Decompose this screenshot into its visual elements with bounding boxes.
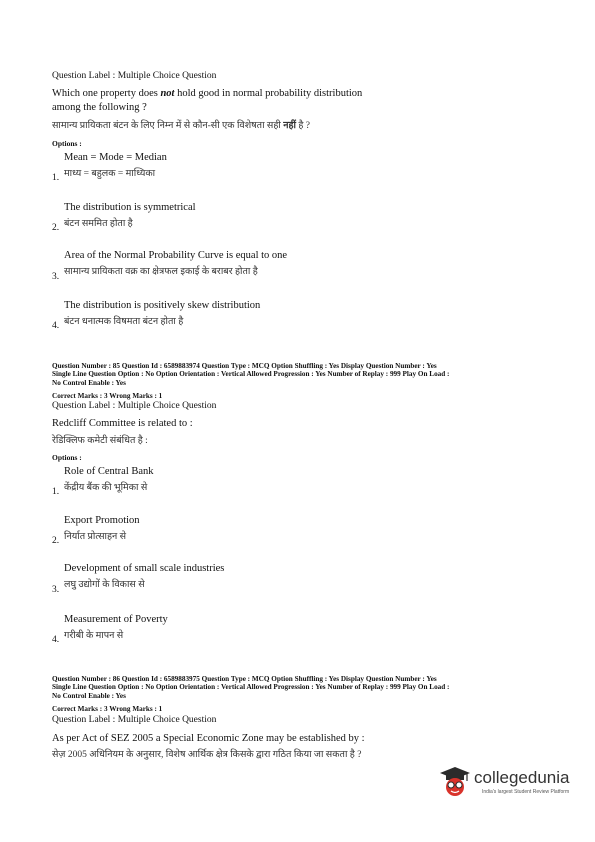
q84-option-4-hi[interactable]: बंटन धनात्मक विषमता बंटन होता है <box>64 317 184 327</box>
q85-question-hindi: रेडिक्लिफ कमेटी संबंधित है : <box>52 436 148 446</box>
q85-option-3-num: 3. <box>52 585 60 595</box>
q84-option-1-hi[interactable]: माध्य = बहुलक = माध्यिका <box>64 169 156 179</box>
q86-marks: Correct Marks : 3 Wrong Marks : 1 <box>52 705 163 713</box>
q84-option-4-en[interactable]: The distribution is positively skew distribution <box>64 300 261 311</box>
q85-option-4-num: 4. <box>52 635 60 645</box>
q85-options-label: Options : <box>52 453 82 462</box>
q85-option-2-hi[interactable]: निर्यात प्रोत्साहन से <box>64 532 127 542</box>
q84-options-label: Options : <box>52 139 82 148</box>
q85-option-1-num: 1. <box>52 487 60 497</box>
q84-option-2-en[interactable]: The distribution is symmetrical <box>64 202 196 213</box>
q86-label: Question Label : Multiple Choice Question <box>52 715 217 725</box>
q85-option-4-hi[interactable]: गरीबी के मापन से <box>64 631 124 641</box>
q85-option-3-en[interactable]: Development of small scale industries <box>64 563 225 574</box>
collegedunia-logo <box>438 762 570 804</box>
q85-header: Question Number : 85 Question Id : 6589883974 Question Type : MCQ Option Shuffling : Yes Display Question Number : Yes Single Line Question Option : No Option Orientation : Vertical Allowed Progression : Yes Number of Replay : 999 Play On Load : No Control Enable : Yes <box>52 362 450 387</box>
q84-label: Question Label : Multiple Choice Question <box>52 71 217 81</box>
q85-marks: Correct Marks : 3 Wrong Marks : 1 <box>52 392 163 400</box>
q85-question: Redcliff Committee is related to : <box>52 418 193 429</box>
q86-header: Question Number : 86 Question Id : 6589883975 Question Type : MCQ Option Shuffling : Yes Display Question Number : Yes Single Line Question Option : No Option Orientation : Vertical Allowed Progression : Yes Number of Replay : 999 Play On Load : No Control Enable : Yes <box>52 675 450 700</box>
q85-label: Question Label : Multiple Choice Question <box>52 401 217 411</box>
q86-question: As per Act of SEZ 2005 a Special Economic Zone may be established by : <box>52 733 365 744</box>
q85-option-1-hi[interactable]: केंद्रीय बैंक की भूमिका से <box>64 483 148 493</box>
q84-question-hindi: सामान्य प्रायिकता बंटन के लिए निम्न में से कौन-सी एक विशेषता सही नहीं है ? <box>52 121 311 131</box>
q85-option-4-en[interactable]: Measurement of Poverty <box>64 614 168 625</box>
q84-option-2-num: 2. <box>52 223 60 233</box>
logo-wordmark: collegedunia <box>474 768 570 787</box>
q85-option-2-en[interactable]: Export Promotion <box>64 515 140 526</box>
q86-question-hindi: सेज़ 2005 अधिनियम के अनुसार, विशेष आर्थिक क्षेत्र किसके द्वारा गठित किया जा सकता है ? <box>52 750 362 760</box>
q84-question-line1: Which one property does not hold good in normal probability distribution <box>52 88 363 99</box>
q84-option-1-num: 1. <box>52 173 60 183</box>
q84-option-3-num: 3. <box>52 272 60 282</box>
q84-option-3-en[interactable]: Area of the Normal Probability Curve is equal to one <box>64 250 288 261</box>
q85-option-2-num: 2. <box>52 536 60 546</box>
graduate-mascot-icon <box>438 764 472 800</box>
q84-option-3-hi[interactable]: सामान्य प्रायिकता वक्र का क्षेत्रफल इकाई के बराबर होता है <box>64 267 258 277</box>
q85-option-3-hi[interactable]: लघु उद्योगों के विकास से <box>64 580 145 590</box>
logo-tagline: India's largest Student Review Platform <box>482 789 570 795</box>
q84-option-1-en[interactable]: Mean = Mode = Median <box>64 152 167 163</box>
q84-question-line2: among the following ? <box>52 102 147 113</box>
q85-option-1-en[interactable]: Role of Central Bank <box>64 466 154 477</box>
q84-option-4-num: 4. <box>52 321 60 331</box>
q84-option-2-hi[interactable]: बंटन सममित होता है <box>64 219 133 229</box>
